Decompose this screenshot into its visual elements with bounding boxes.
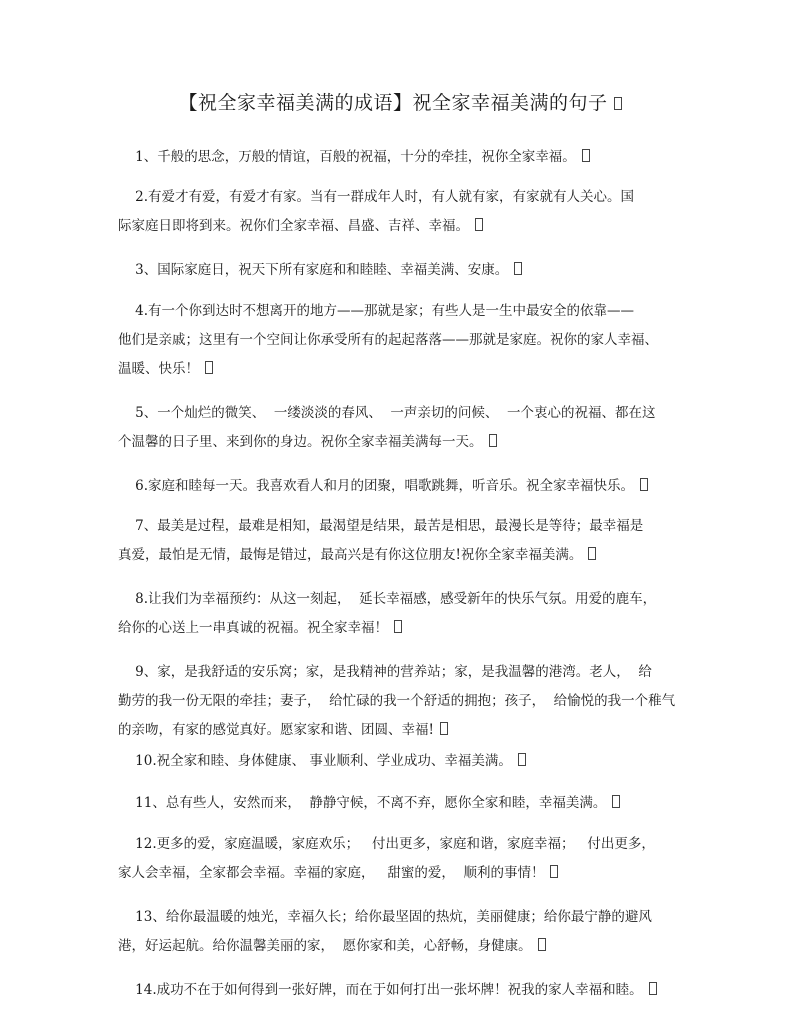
paragraph-line: 8.让我们为幸福预约：从这一刻起， 延长幸福感，感受新年的快乐气氛。用爱的鹿车，	[118, 591, 657, 607]
missing-glyph-icon	[612, 795, 620, 808]
paragraph	[118, 297, 688, 384]
missing-glyph-icon	[582, 149, 590, 162]
paragraph	[118, 472, 688, 501]
paragraph-line: 温暖、快乐！	[118, 355, 688, 384]
paragraph	[118, 747, 688, 776]
missing-glyph-icon	[394, 620, 402, 633]
paragraph-line: 他们是亲戚；这里有一个空间让你承受所有的起起落落——那就是家庭。祝你的家人幸福、	[118, 332, 658, 348]
paragraph-line: 5、一个灿烂的微笑、 一缕淡淡的春风、 一声亲切的问候、 一个衷心的祝福、都在这	[118, 405, 656, 421]
paragraph	[118, 658, 688, 745]
paragraph-line: 11、总有些人，安然而来， 静静守候，不离不弃，愿你全家和睦，幸福美满。	[118, 789, 688, 818]
paragraph-line: 7、最美是过程，最难是相知，最渴望是结果，最苦是相思，最漫长是等待；最幸福是	[118, 518, 644, 534]
paragraph-line: 勤劳的我一份无限的牵挂；妻子， 给忙碌的我一个舒适的拥抱；孩子， 给愉悦的我一个稚气	[118, 693, 676, 709]
missing-glyph-icon	[514, 262, 522, 275]
paragraph	[118, 183, 688, 241]
missing-glyph-icon	[489, 434, 497, 447]
paragraph-line: 个温馨的日子里、来到你的身边。祝你全家幸福美满每一天。	[118, 428, 688, 457]
paragraph	[118, 143, 688, 172]
paragraph-line: 给你的心送上一串真诚的祝福。祝全家幸福！	[118, 614, 688, 643]
missing-glyph-icon	[518, 753, 526, 766]
paragraph	[118, 399, 688, 457]
paragraph	[118, 512, 688, 570]
missing-glyph-icon	[475, 218, 483, 231]
title-text: 【祝全家幸福美满的成语】祝全家幸福美满的句子	[178, 92, 608, 114]
document-title	[120, 88, 680, 115]
paragraph	[118, 789, 688, 818]
paragraph-line: 3、国际家庭日，祝天下所有家庭和和睦睦、幸福美满、安康。	[118, 256, 688, 285]
paragraph	[118, 585, 688, 643]
paragraph-line: 10.祝全家和睦、身体健康、 事业顺利、学业成功、幸福美满。	[118, 747, 688, 776]
paragraph-line: 12.更多的爱，家庭温暖，家庭欢乐； 付出更多，家庭和谐，家庭幸福； 付出更多，	[118, 836, 655, 852]
paragraph-line: 1、千般的思念，万般的情谊，百般的祝福，十分的牵挂，祝你全家幸福。	[118, 143, 688, 172]
paragraph-line: 14.成功不在于如何得到一张好牌，而在于如何打出一张坏牌！祝我的家人幸福和睦。	[118, 976, 688, 1005]
missing-glyph-icon	[205, 361, 213, 374]
paragraph-line: 13、给你最温暖的烛光，幸福久长；给你最坚固的热炕，美丽健康；给你最宁静的避风	[118, 909, 652, 925]
paragraph-line: 真爱，最怕是无情，最悔是错过，最高兴是有你这位朋友!祝你全家幸福美满。	[118, 541, 688, 570]
paragraph-line: 港，好运起航。给你温馨美丽的家， 愿你家和美，心舒畅，身健康。	[118, 932, 688, 961]
paragraph	[118, 830, 688, 888]
paragraph	[118, 903, 688, 961]
paragraph-line: 6.家庭和睦每一天。我喜欢看人和月的团聚，唱歌跳舞，听音乐。祝全家幸福快乐。	[118, 472, 688, 501]
paragraph-line: 4.有一个你到达时不想离开的地方——那就是家；有些人是一生中最安全的依靠——	[118, 303, 635, 319]
paragraph-line: 的亲吻，有家的感觉真好。愿家家和谐、团圆、幸福!	[118, 716, 688, 745]
missing-glyph-icon	[538, 938, 546, 951]
missing-glyph-icon	[550, 865, 558, 878]
missing-glyph-icon	[440, 722, 448, 735]
missing-glyph-icon	[640, 478, 648, 491]
missing-glyph-icon	[614, 97, 622, 110]
paragraph-line: 2.有爱才有爱，有爱才有家。当有一群成年人时，有人就有家，有家就有人关心。国	[118, 189, 635, 205]
paragraph-line: 9、家，是我舒适的安乐窝；家，是我精神的营养站；家，是我温馨的港湾。老人， 给	[118, 664, 652, 680]
paragraph	[118, 976, 688, 1005]
paragraph	[118, 256, 688, 285]
missing-glyph-icon	[588, 547, 596, 560]
paragraph-line: 际家庭日即将到来。祝你们全家幸福、昌盛、吉祥、幸福。	[118, 212, 688, 241]
missing-glyph-icon	[649, 982, 657, 995]
paragraph-line: 家人会幸福，全家都会幸福。幸福的家庭， 甜蜜的爱， 顺利的事情！	[118, 859, 688, 888]
